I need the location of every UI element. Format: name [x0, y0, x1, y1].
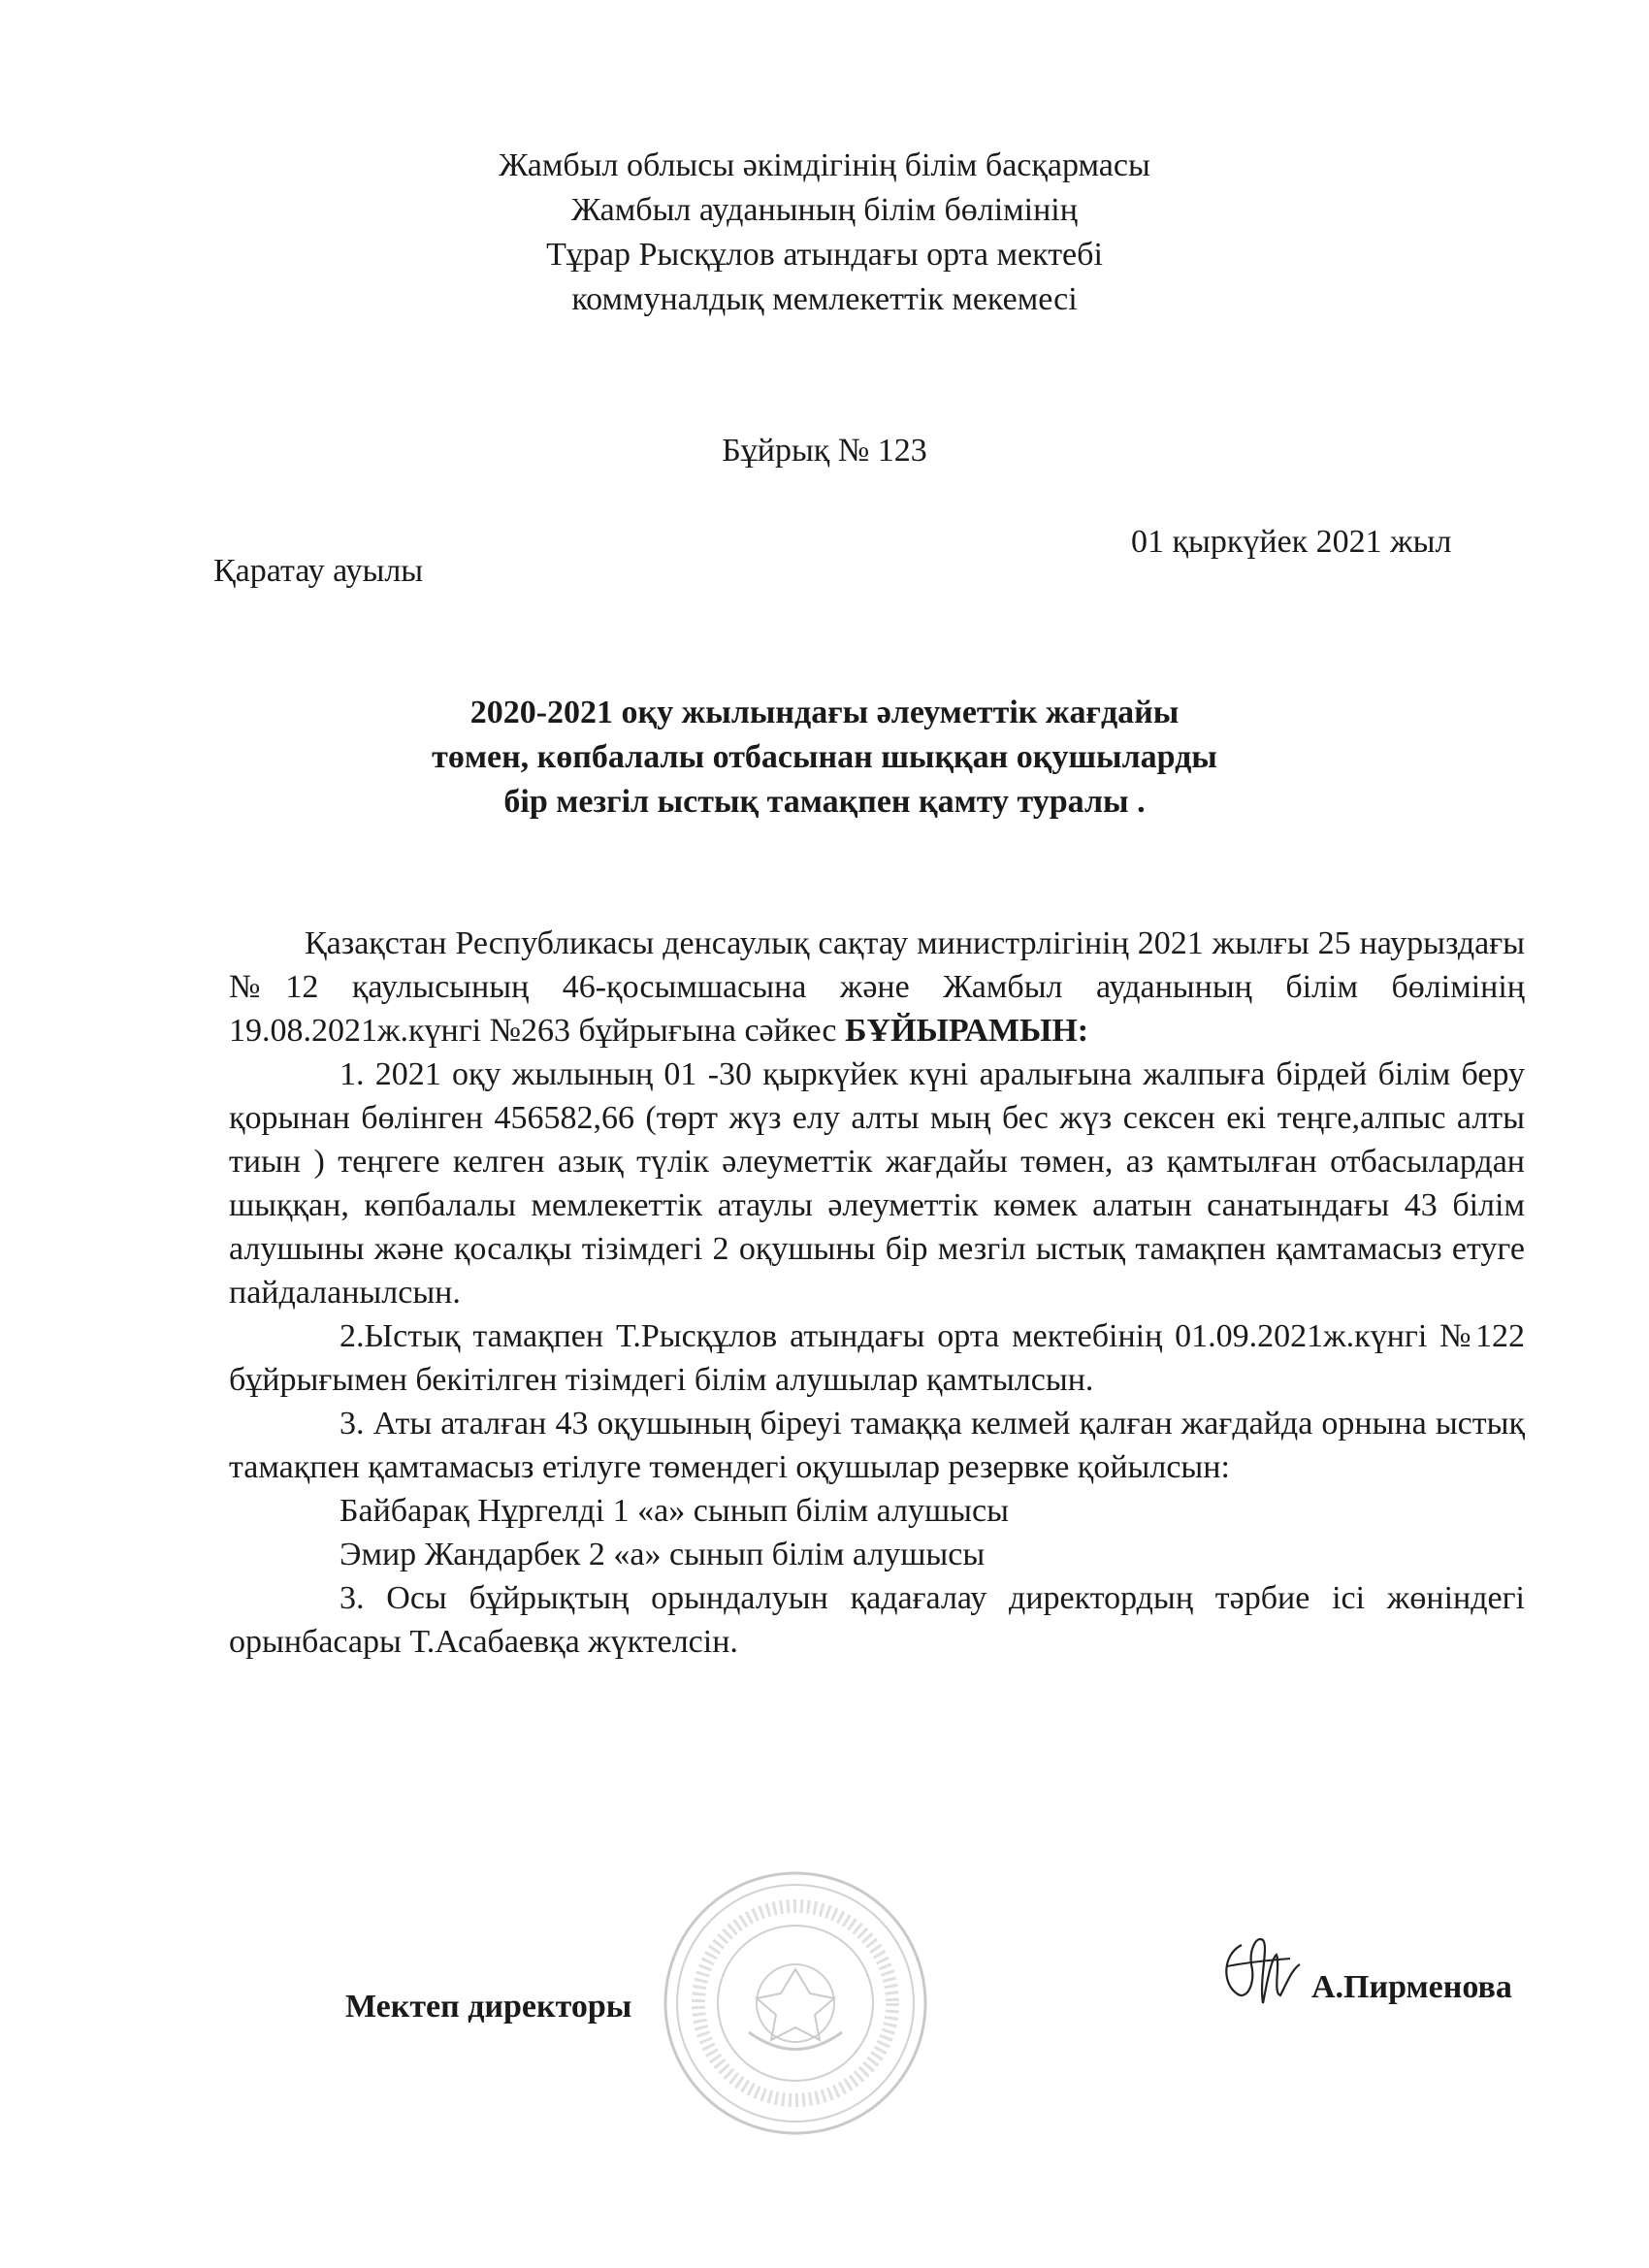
- signature-name: А.Пирменова: [1311, 1969, 1512, 2005]
- document-body: [229, 922, 1525, 1664]
- reserve-student-1: Байбарақ Нұргелді 1 «а» сынып білім алушысы: [340, 1493, 1009, 1529]
- official-stamp: [660, 1867, 931, 2139]
- signature-role: Мектеп директоры: [345, 1989, 632, 2025]
- header-line-1: Жамбыл облысы әкімдігінің білім басқармасы: [499, 147, 1150, 183]
- intro-order-word: БҰЙЫРАМЫН:: [845, 1013, 1089, 1049]
- order-date: 01 қыркүйек 2021 жыл: [1131, 524, 1452, 560]
- item-1: 1. 2021 оқу жылының 01 -30 қыркүйек күні аралығына жалпыға бірдей білім беру қорынан бөлінген 456582,66 (төрт жүз елу алты мың бес жүз сексен екі теңге,алпыс алты тиын ) теңгеге келген азық түлік әлеуметтік жағдайы төмен, аз қамтылған отбасылардан шыққан, көпбалалы мемлекеттік атаулы әлеуметтік көмек алатын санатындағы 43 білім алушыны және қосалқы тізімдегі 2 оқушыны бір мезгіл ыстық тамақпен қамтамасыз етуге пайдаланылсын.: [229, 1056, 1525, 1311]
- title-line-2: төмен, көпбалалы отбасынан шыққан оқушыларды: [432, 739, 1217, 775]
- header-line-2: Жамбыл ауданының білім бөлімінің: [571, 192, 1078, 228]
- reserve-student-2: Эмир Жандарбек 2 «а» сынып білім алушысы: [340, 1537, 986, 1572]
- order-number: Бұйрық № 123: [722, 433, 927, 469]
- handwritten-signature: [1212, 1926, 1310, 2013]
- item-4: 3. Осы бұйрықтың орындалуын қадағалау директордың тәрбие ісі жөніндегі орынбасары Т.Асабаевқа жүктелсін.: [229, 1580, 1525, 1660]
- order-place: Қаратау ауылы: [213, 553, 424, 589]
- header-line-3: Тұрар Рысқұлов атындағы орта мектебі: [546, 237, 1103, 273]
- title-line-3: бір мезгіл ыстық тамақпен қамту туралы .: [503, 784, 1146, 820]
- intro-paragraph: [229, 922, 1525, 1053]
- intro-text: Қазақстан Республикасы денсаулық сақтау министрлігінің 2021 жылғы 25 наурыздағы №12 қаулысының 46-қосымшасына және Жамбыл ауданының білім бөлімінің 19.08.2021ж.күнгі №263 бұйрығына сәйкес: [229, 925, 1525, 1049]
- header-line-4: коммуналдық мемлекеттік мекемесі: [571, 281, 1078, 317]
- item-3: 3. Аты аталған 43 оқушының біреуі тамаққа келмей қалған жағдайда орнына ыстық тамақпен қамтамасыз етілуге төмендегі оқушылар резервке қойылсын:: [229, 1406, 1525, 1485]
- item-2: 2.Ыстық тамақпен Т.Рысқұлов атындағы орта мектебінің 01.09.2021ж.күнгі №122 бұйрығымен бекітілген тізімдегі білім алушылар қамтылсын.: [229, 1318, 1525, 1398]
- header: [0, 144, 1649, 322]
- document-title: [0, 691, 1649, 825]
- title-line-1: 2020-2021 оқу жылындағы әлеуметтік жағдайы: [469, 695, 1180, 730]
